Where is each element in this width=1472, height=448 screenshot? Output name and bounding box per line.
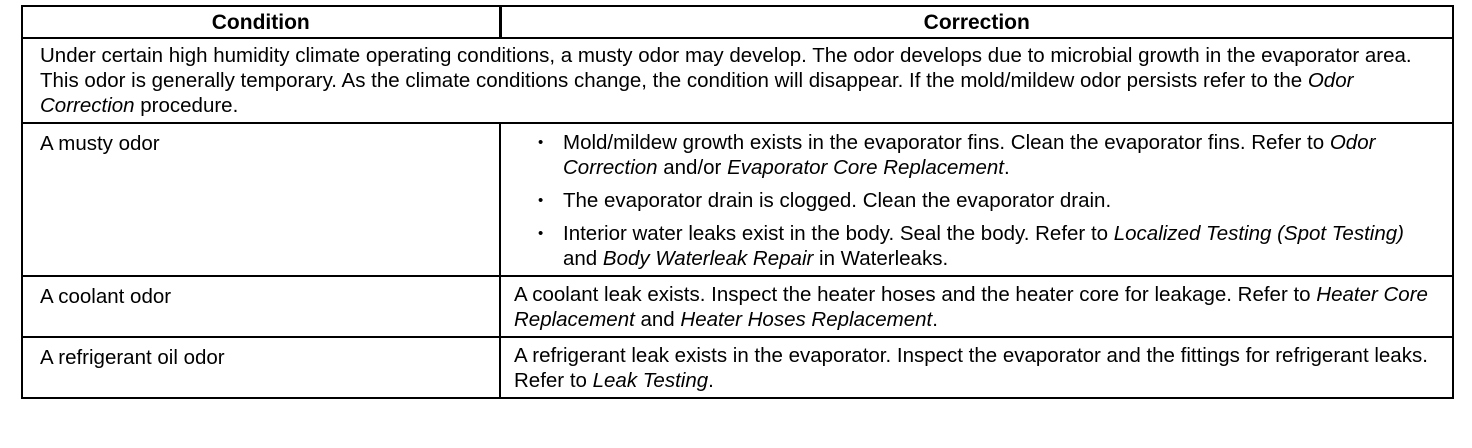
item-text: Interior water leaks exist in the body. Seal the body. Refer to	[563, 222, 1114, 245]
correction-header: Correction	[500, 6, 1453, 38]
item-text: A refrigerant leak exists in the evaporator. Inspect the evaporator and the fittings for refrigerant leaks. Refer to	[514, 344, 1428, 392]
intro-text-after: procedure.	[134, 94, 239, 117]
item-ref: Odor Correction	[563, 131, 1376, 179]
intro-text-before: Under certain high humidity climate operating conditions, a musty odor may develop. The odor develops due to microbial growth in the evaporator area. This odor is generally temporary. As the climate conditions change, the condition will disappear. If the mold/mildew odor persists refer to the	[40, 44, 1412, 92]
list-item	[538, 221, 1442, 271]
bullet-icon: •	[538, 225, 544, 242]
condition-cell: A coolant odor	[22, 276, 500, 337]
condition-header: Condition	[22, 6, 500, 38]
item-text: .	[1003, 156, 1010, 179]
list-item	[538, 130, 1442, 180]
item-text: The evaporator drain is clogged. Clean the evaporator drain.	[563, 189, 1112, 212]
header-row	[22, 6, 1453, 38]
intro-row	[22, 38, 1453, 123]
item-text: .	[932, 308, 938, 331]
item-ref: Leak Testing	[592, 369, 709, 392]
item-ref: Heater Hoses Replacement	[680, 308, 933, 331]
table-row	[22, 337, 1453, 398]
item-text: .	[708, 369, 714, 392]
item-text: and/or	[657, 156, 728, 179]
item-text: and	[634, 308, 681, 331]
item-text: Mold/mildew growth exists in the evaporator fins. Clean the evaporator fins. Refer to	[563, 131, 1330, 154]
item-ref: Body Waterleak Repair	[602, 247, 814, 270]
correction-list	[514, 130, 1442, 271]
odor-diagnosis-table	[21, 5, 1454, 399]
item-text: and	[563, 247, 603, 270]
correction-cell	[500, 276, 1453, 337]
intro-link: Odor Correction	[40, 69, 1354, 117]
correction-cell	[500, 337, 1453, 398]
item-text: A coolant leak exists. Inspect the heater hoses and the heater core for leakage. Refer to	[514, 283, 1317, 306]
intro-text	[22, 38, 1453, 123]
table-row	[22, 123, 1453, 276]
item-ref: Heater Core Replacement	[514, 283, 1428, 331]
bullet-icon: •	[538, 192, 544, 209]
condition-cell: A refrigerant oil odor	[22, 337, 500, 398]
item-ref: Evaporator Core Replacement	[727, 156, 1004, 179]
bullet-icon: •	[538, 134, 544, 151]
table-row	[22, 276, 1453, 337]
item-ref: Localized Testing (Spot Testing)	[1113, 222, 1404, 245]
condition-cell: A musty odor	[22, 123, 500, 276]
correction-cell	[500, 123, 1453, 276]
item-text: in Waterleaks.	[813, 247, 949, 270]
list-item	[538, 188, 1442, 213]
